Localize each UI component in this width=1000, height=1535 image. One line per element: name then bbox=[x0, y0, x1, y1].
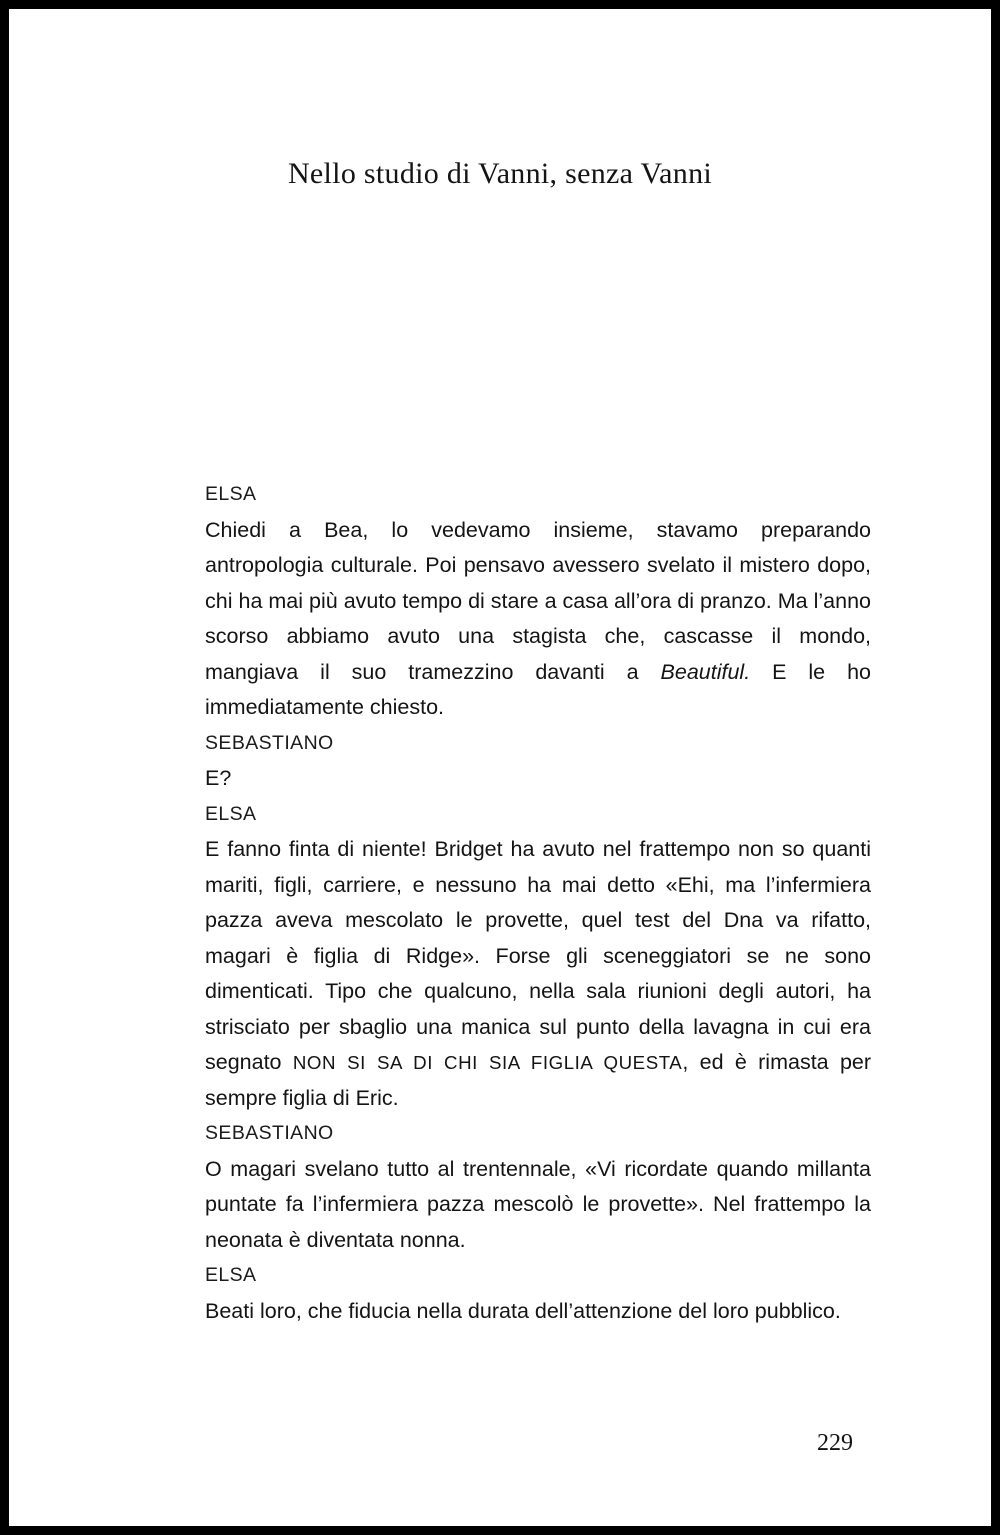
chapter-title: Nello studio di Vanni, senza Vanni bbox=[287, 157, 713, 190]
speech-paragraph bbox=[205, 761, 871, 797]
page-number: 229 bbox=[817, 1430, 853, 1456]
text-segment: , ed è rimasta per sempre figlia di Eric. bbox=[205, 1050, 872, 1110]
dialogue-entry bbox=[205, 1258, 871, 1329]
text-segment: Beati loro, che fiducia nella durata dell’attenzione del loro pubblico. bbox=[205, 1298, 841, 1323]
text-segment: E le ho immediatamente chiesto. bbox=[205, 659, 871, 719]
speaker-label: SEBASTIANO bbox=[205, 731, 334, 754]
dialogue-entry bbox=[205, 797, 871, 1117]
speaker-label: ELSA bbox=[205, 1264, 257, 1286]
dialogue-entry bbox=[205, 726, 871, 797]
speaker-label: ELSA bbox=[205, 483, 257, 505]
text-segment-italic: Beautiful. bbox=[660, 659, 751, 684]
speaker-label: SEBASTIANO bbox=[205, 1122, 334, 1144]
text-segment: O magari svelano tutto al trentennale, «Vi ricordate quando millanta puntate fa l’infermiera pazza mescolò le provette». Nel frattempo la neonata è diventata nonna. bbox=[205, 1156, 871, 1252]
speech-paragraph bbox=[205, 832, 871, 1116]
speech-paragraph bbox=[205, 1152, 871, 1259]
speech-paragraph bbox=[205, 1294, 871, 1330]
text-segment: Chiedi a Bea, lo vedevamo insieme, stavamo preparando antropologia culturale. Poi pensavo avessero svelato il mistero dopo, chi ha mai più avuto tempo di stare a casa all’ora di pranzo. Ma l’anno scorso abbiamo avuto una stagista che, cascasse il mondo, mangiava il suo tramezzino davanti a bbox=[205, 517, 871, 684]
text-segment: E fanno finta di niente! Bridget ha avuto nel frattempo non so quanti mariti, figli, carriere, e nessuno ha mai detto «Ehi, ma l’infermiera pazza aveva mescolato le provette, quel test del Dna va rifatto, magari è figlia di Ridge». Forse gli sceneggiatori se ne sono dimenticati. Tipo che qualcuno, nella sala riunioni degli autori, ha strisciato per sbaglio una manica sul punto della lavagna in cui era segnato bbox=[205, 837, 871, 1074]
dialogue-entry bbox=[205, 1116, 871, 1258]
dialogue-entry bbox=[205, 477, 871, 726]
text-segment: E? bbox=[205, 766, 232, 790]
text-segment-caps: NON SI SA DI CHI SIA FIGLIA QUESTA bbox=[292, 1052, 683, 1073]
speaker-label: ELSA bbox=[205, 802, 257, 825]
dialogue bbox=[205, 477, 871, 1329]
speech-paragraph bbox=[205, 513, 871, 726]
